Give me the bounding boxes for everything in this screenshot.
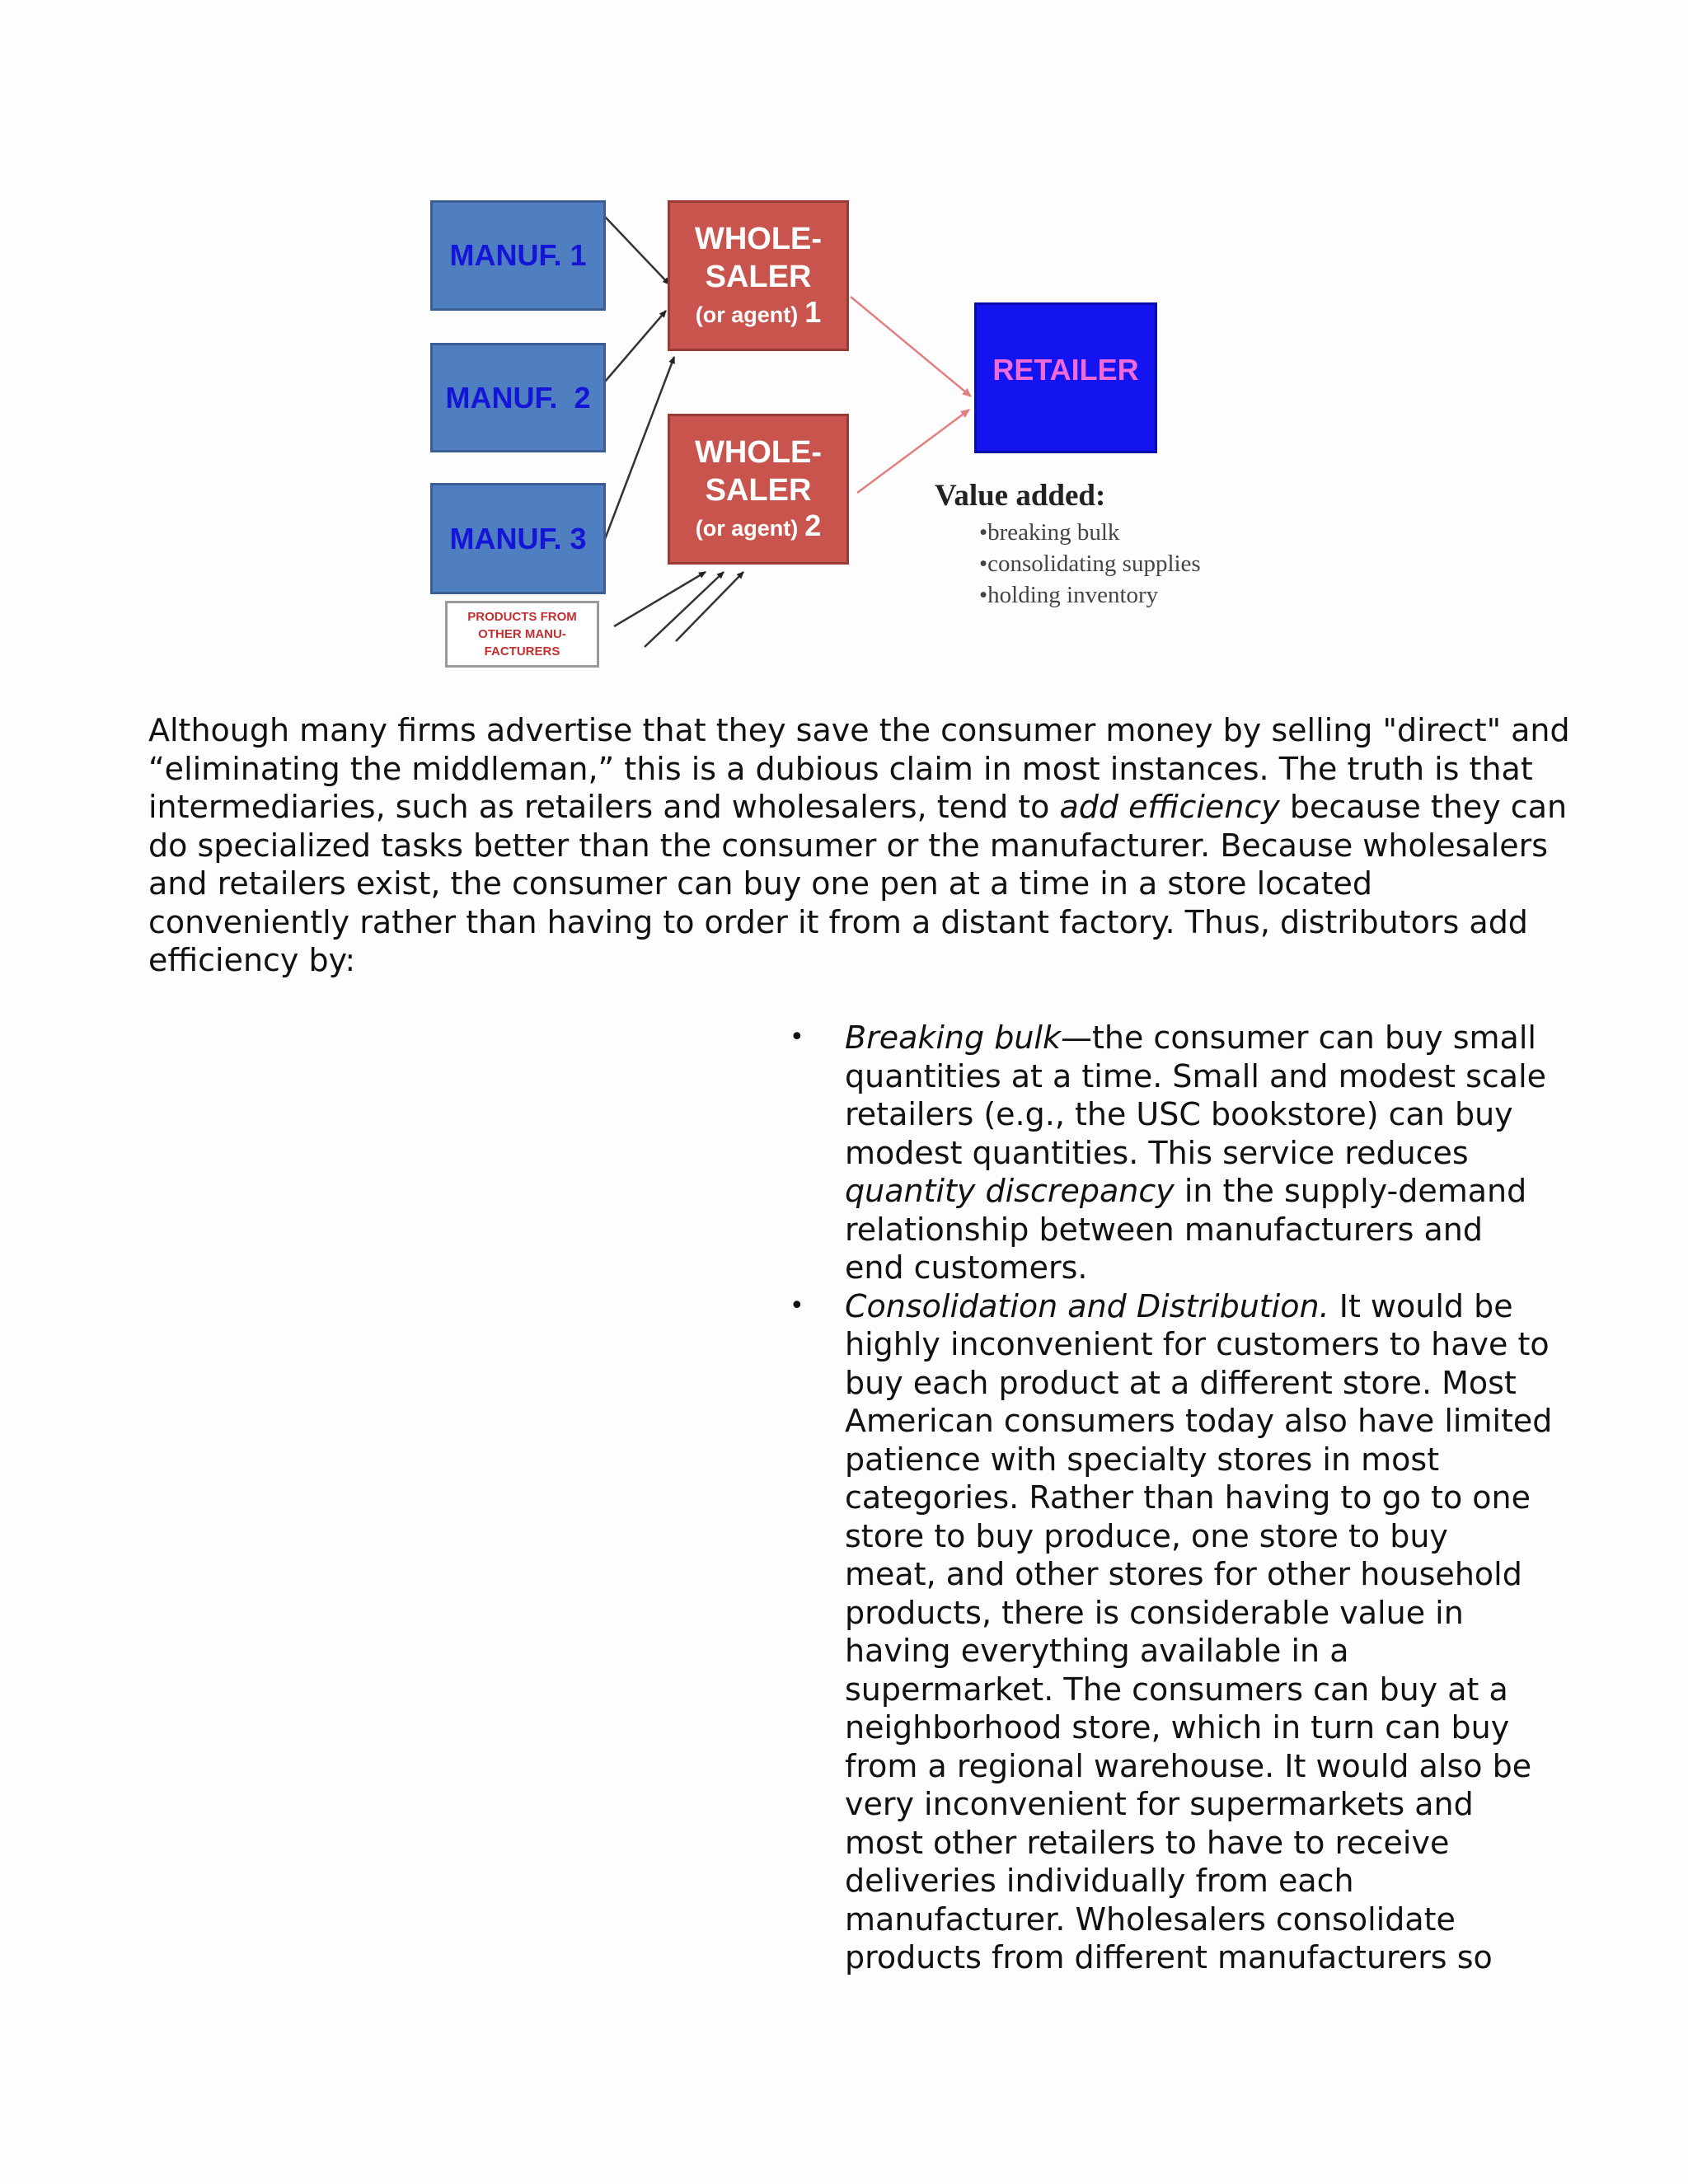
list-line: products, there is considerable value in [845,1594,1464,1631]
list-line: end customers. [845,1249,1088,1286]
list-text: in the supply-demand [1174,1173,1527,1209]
list-line: buy each product at a different store. Most [845,1364,1517,1401]
list-line: store to buy produce, one store to buy [845,1517,1448,1554]
wholesaler-1-sub-text: (or agent) [695,302,799,327]
other-products-line2: OTHER MANU- [478,627,566,641]
wholesaler-2-line2: SALER [705,473,812,508]
term-quantity-discrepancy: quantity discrepancy [845,1173,1175,1209]
intro-line: conveniently rather than having to order it from a distant factory. Thus, distributors add [148,903,1528,940]
list-line: products from different manufacturers so [845,1939,1493,1975]
value-added-block [935,478,1201,611]
retailer-label: RETAILER [992,352,1139,387]
intro-paragraph [148,711,1570,980]
wholesaler-2-sub [696,509,822,545]
efficiency-list [790,1019,1553,1977]
arrow-manuf2-to-ws1 [605,311,666,382]
intro-text: intermediaries, such as retailers and wholesalers, tend to [148,789,1060,825]
intro-line [148,788,1568,827]
retailer-box [974,302,1157,453]
list-text: It would be [1329,1287,1513,1324]
list-line: deliveries individually from each [845,1863,1354,1899]
value-added-item: •holding inventory [979,582,1159,608]
list-line: relationship between manufacturers and [845,1211,1484,1248]
list-line: manufacturer. Wholesalers consolidate [845,1900,1456,1938]
wholesaler-1-line1: WHOLE- [694,222,823,256]
manuf-2-label: MANUF. 2 [445,380,591,415]
wholesaler-2-line1: WHOLE- [694,435,823,470]
arrow-other-to-ws2-a [614,572,706,626]
manuf-3-box [430,483,606,594]
other-products-line1: PRODUCTS FROM [467,610,577,624]
list-line [845,1172,1533,1211]
list-line: having everything available in a [845,1633,1349,1669]
other-products-line3: FACTURERS [484,644,560,658]
wholesaler-1-line2: SALER [705,260,812,294]
list-line: supermarket. The consumers can buy at a [845,1671,1508,1708]
manuf-3-label: MANUF. 3 [449,521,587,555]
manuf-1-box [430,200,606,311]
list-line: most other retailers to have to receive [845,1824,1450,1861]
list-line: quantities at a time. Small and modest scale [845,1057,1547,1094]
list-line [845,1019,1536,1057]
arrow-ws1-to-retailer [851,297,971,396]
list-line: American consumers today also have limited [845,1403,1553,1439]
intro-line: do specialized tasks better than the consumer or the manufacturer. Because wholesalers [148,827,1549,864]
arrow-other-to-ws2-b [645,572,724,647]
bullet-marker: • [790,1023,804,1052]
distribution-diagram [0,0,1688,684]
list-item-consolidation [790,1287,1553,1977]
term-consolidation: Consolidation and Distribution. [845,1287,1329,1324]
intro-line: “eliminating the middleman,” this is a dubious claim in most instances. The truth is that [148,750,1533,787]
arrow-manuf3-to-ws1 [605,357,674,539]
wholesaler-1-sub [696,296,822,331]
arrow-manuf1-to-ws1 [605,217,669,284]
intro-line: efficiency by: [148,942,356,978]
value-added-item: •consolidating supplies [979,551,1201,577]
wholesaler-2-number: 2 [804,509,822,542]
list-item-breaking-bulk [790,1019,1547,1287]
list-line: patience with specialty stores in most [845,1441,1440,1478]
intro-line: Although many firms advertise that they save the consumer money by selling "direct" and [148,712,1570,748]
list-line [845,1287,1533,1326]
manuf-2-box [430,343,606,452]
list-line: modest quantities. This service reduces [845,1134,1469,1171]
list-line: from a regional warehouse. It would also be [845,1747,1532,1784]
wholesaler-2-sub-text: (or agent) [695,516,799,541]
term-breaking-bulk: Breaking bulk [845,1019,1061,1056]
list-line: neighborhood store, which in turn can buy [845,1709,1510,1746]
manuf-1-label: MANUF. 1 [449,238,587,272]
list-text: —the consumer can buy small [1060,1019,1536,1056]
intro-text: because they can [1279,789,1568,825]
list-line: categories. Rather than having to go to one [845,1479,1531,1516]
intro-line: and retailers exist, the consumer can buy one pen at a time in a store located [148,865,1372,902]
list-line: meat, and other stores for other household [845,1556,1522,1592]
list-line: highly inconvenient for customers to have to [845,1326,1550,1362]
wholesaler-1-box [668,200,849,351]
list-line: retailers (e.g., the USC bookstore) can buy [845,1096,1513,1132]
value-added-item: •breaking bulk [979,519,1120,546]
wholesaler-2-box [668,414,849,565]
emphasis-add-efficiency: add efficiency [1059,789,1280,825]
list-line: very inconvenient for supermarkets and [845,1786,1474,1822]
bullet-marker: • [790,1291,804,1320]
wholesaler-1-number: 1 [804,295,822,329]
value-added-title: Value added: [935,479,1106,513]
other-products-box [445,601,599,668]
